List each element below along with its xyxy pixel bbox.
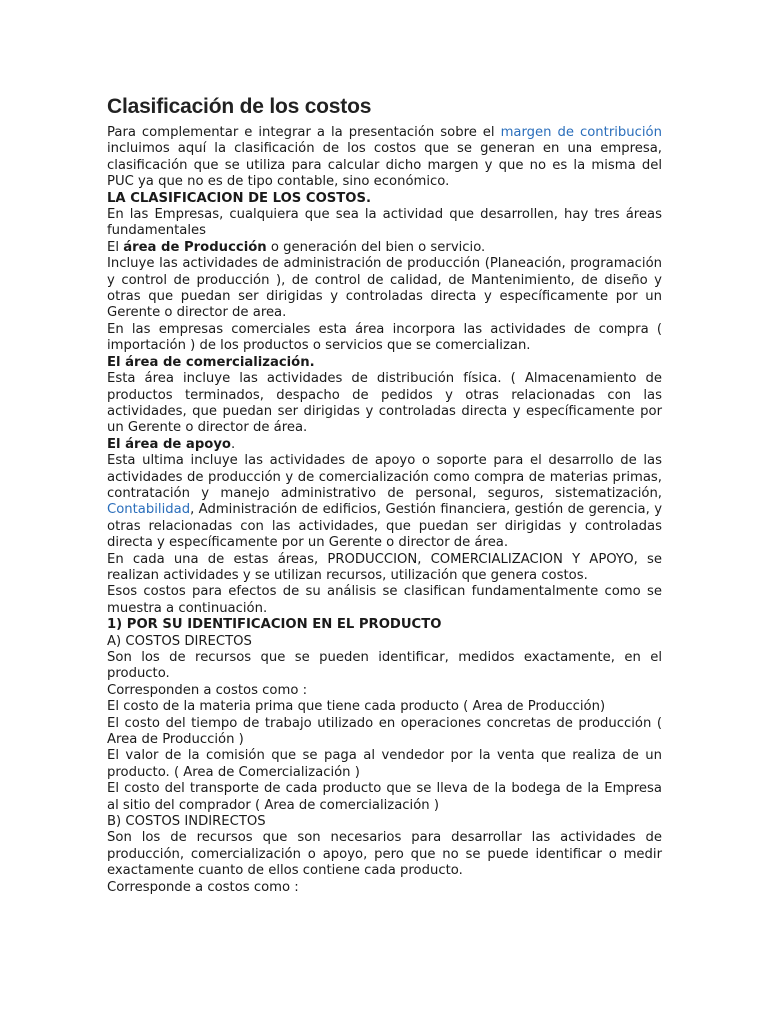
esos-costos-paragraph: Esos costos para efectos de su análisis se clasifican fundamentalmente como se muestra a continuación. bbox=[107, 584, 662, 616]
costo-directo-item: El valor de la comisión que se paga al vendedor por la venta que realiza de un producto. ( Area de Comercialización ) bbox=[107, 748, 662, 780]
produccion-paragraph: Incluye las actividades de administración de producción (Planeación, programación y control de producción ), de control de calidad, de Mantenimiento, de diseño y otras que puedan ser dirigidas y controladas directa y específicamente por un Gerente o director de area. bbox=[107, 256, 662, 321]
apoyo-heading-suffix: . bbox=[231, 436, 236, 452]
intro-text-end: incluimos aquí la clasificación de los costos que se generan en una empresa, clasificación que se utiliza para calcular dicho margen y que no es la misma del PUC ya que no es de tipo contable, sino económico. bbox=[107, 141, 662, 190]
apoyo-heading-bold: El área de apoyo bbox=[107, 436, 231, 452]
costos-indirectos-heading: B) COSTOS INDIRECTOS bbox=[107, 814, 266, 830]
area-produccion-bold: área de Producción bbox=[123, 239, 267, 255]
area-produccion-prefix: El bbox=[107, 239, 124, 255]
intro-paragraph bbox=[107, 125, 662, 191]
costos-directos-paragraph: Son los de recursos que se pueden identificar, medidos exactamente, en el producto. bbox=[107, 650, 662, 682]
area-produccion-suffix: o generación del bien o servicio. bbox=[266, 239, 486, 255]
costo-directo-item: El costo del transporte de cada producto que se lleva de la bodega de la Empresa al sitio del comprador ( Area de comercialización ) bbox=[107, 781, 662, 813]
apoyo-heading bbox=[107, 437, 662, 453]
corresponden-line: Corresponden a costos como : bbox=[107, 682, 308, 698]
area-produccion-heading bbox=[107, 240, 662, 256]
identificacion-heading: 1) POR SU IDENTIFICACION EN EL PRODUCTO bbox=[107, 617, 442, 633]
apoyo-paragraph bbox=[107, 453, 662, 551]
comercializacion-heading: El área de comercialización. bbox=[107, 354, 315, 370]
areas-intro-paragraph: En las Empresas, cualquiera que sea la actividad que desarrollen, hay tres áreas fundamentales bbox=[107, 207, 662, 239]
document-page bbox=[107, 94, 662, 896]
cada-area-paragraph: En cada una de estas áreas, PRODUCCION, COMERCIALIZACION Y APOYO, se realizan actividades y se utilizan recursos, utilización que genera costos. bbox=[107, 551, 662, 583]
costos-indirectos-paragraph: Son los de recursos que son necesarios para desarrollar las actividades de producción, comercialización o apoyo, pero que no se puede identificar o medir exactamente cuanto de ellos contiene cada producto. bbox=[107, 830, 662, 879]
page-title: Clasificación de los costos bbox=[107, 95, 372, 118]
corresponde-line: Corresponde a costos como : bbox=[107, 879, 299, 895]
clasificacion-heading: LA CLASIFICACION DE LOS COSTOS. bbox=[107, 190, 371, 206]
empresas-comerciales-paragraph: En las empresas comerciales esta área incorpora las actividades de compra ( importación ) de los productos o servicios que se comercializan. bbox=[107, 321, 662, 354]
costo-directo-item: El costo de la materia prima que tiene cada producto ( Area de Producción) bbox=[107, 699, 606, 715]
apoyo-text-start: Esta ultima incluye las actividades de apoyo o soporte para el desarrollo de las actividades de producción y de comercialización como compra de materias primas, contratación y manejo administrativo de personal, seguros, sistematización, bbox=[107, 453, 662, 501]
comercializacion-paragraph: Esta área incluye las actividades de distribución física. ( Almacenamiento de productos terminados, despacho de pedidos y otras relacionadas con las actividades, que puedan ser dirigidas y controladas directa y específicamente por un Gerente o director de área. bbox=[107, 371, 662, 436]
intro-text-start: Para complementar e integrar a la presentación sobre el bbox=[107, 125, 501, 140]
costos-directos-heading: A) COSTOS DIRECTOS bbox=[107, 633, 252, 649]
apoyo-text-end: , Administración de edificios, Gestión financiera, gestión de gerencia, y otras relacionadas con las actividades, que puedan ser dirigidas y controladas directa y específicamente por un Gerente o director de área. bbox=[107, 502, 662, 551]
margen-contribucion-link[interactable]: margen de contribución bbox=[500, 125, 662, 140]
costo-directo-item: El costo del tiempo de trabajo utilizado en operaciones concretas de producción ( Area de Producción ) bbox=[107, 715, 662, 748]
contabilidad-link[interactable]: Contabilidad bbox=[107, 502, 191, 518]
